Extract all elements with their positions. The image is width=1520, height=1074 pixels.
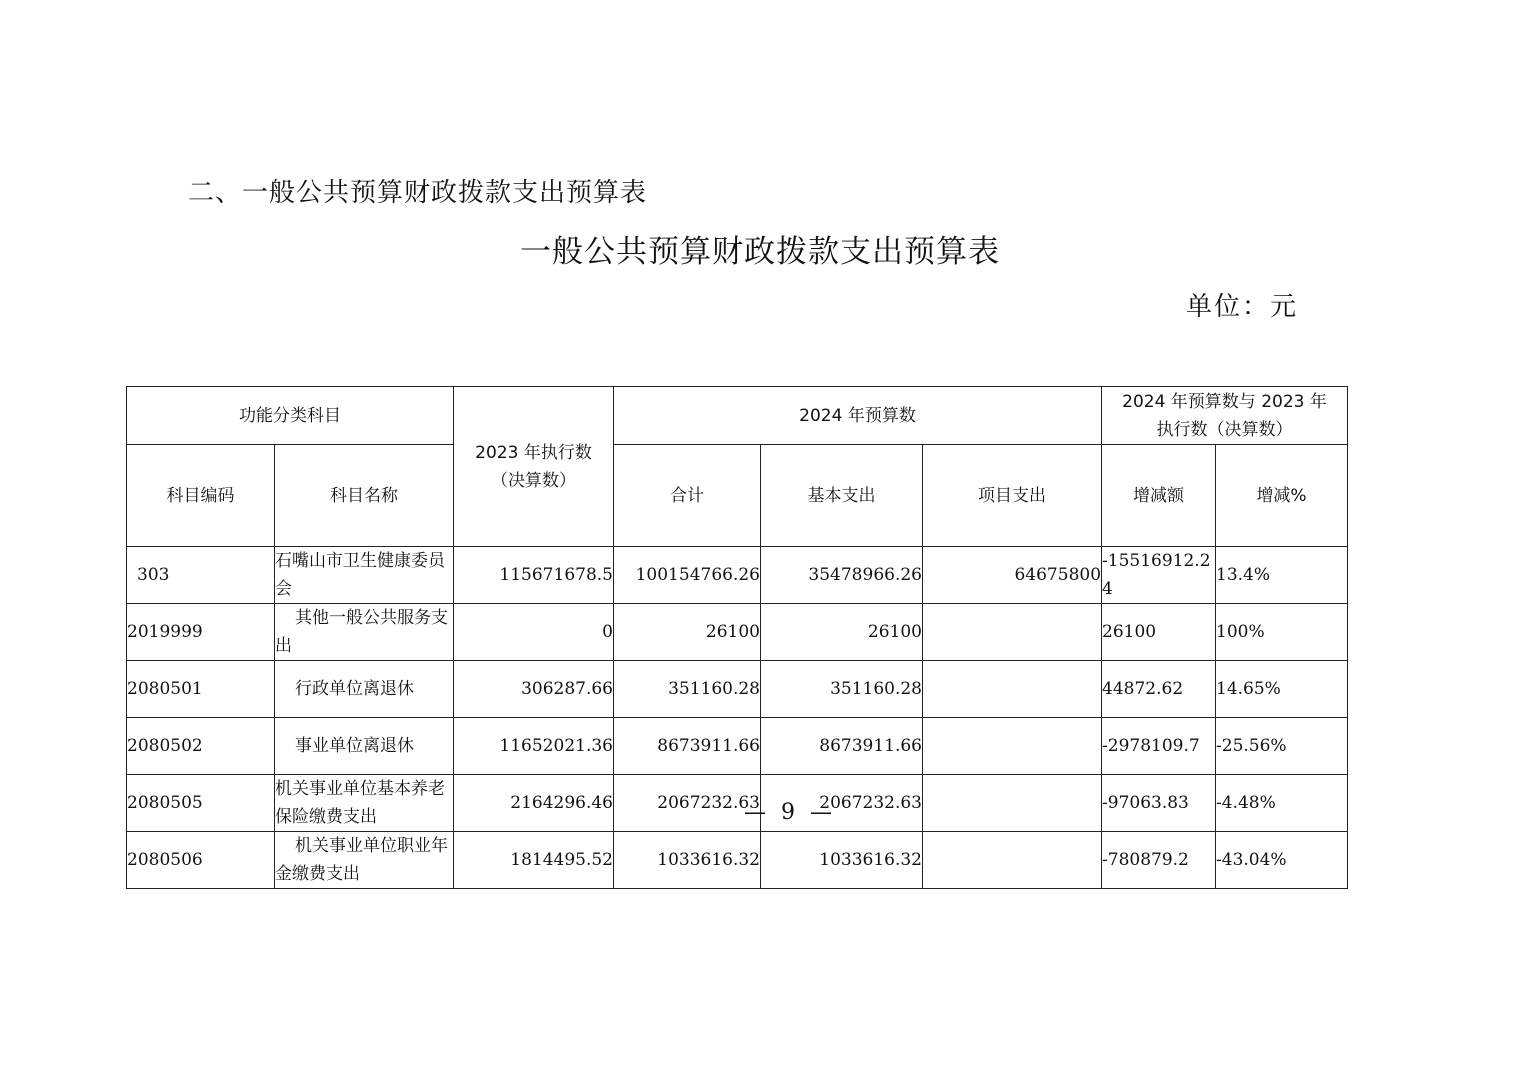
cell-basic: 35478966.26: [761, 547, 923, 604]
cell-change-pct: -43.04%: [1216, 832, 1348, 889]
cell-code: 303: [127, 547, 275, 604]
header-exec-2023-line1: 2023 年执行数: [475, 442, 592, 463]
table-row: [127, 661, 1348, 718]
cell-total: 1033616.32: [614, 832, 761, 889]
budget-table: [126, 386, 1348, 889]
section-heading: 二、一般公共预算财政拨款支出预算表: [188, 178, 648, 208]
cell-name-text: 机关事业单位职业年金缴费支出: [275, 836, 448, 884]
cell-code: 2080505: [127, 775, 275, 832]
header-exec-2023-line2: （决算数）: [491, 470, 576, 491]
cell-basic: 1033616.32: [761, 832, 923, 889]
cell-change-pct: -4.48%: [1216, 775, 1348, 832]
cell-basic: 8673911.66: [761, 718, 923, 775]
cell-name: 石嘴山市卫生健康委员会: [275, 547, 454, 604]
cell-project: [923, 718, 1102, 775]
header-compare-line1: 2024 年预算数与 2023 年: [1122, 391, 1327, 412]
table-row: [127, 718, 1348, 775]
cell-change-pct: -25.56%: [1216, 718, 1348, 775]
header-row-2: [127, 445, 1348, 547]
page-number: — 9 —: [744, 800, 836, 825]
cell-change-amount: -15516912.24: [1102, 547, 1216, 604]
cell-change-amount: -97063.83: [1102, 775, 1216, 832]
cell-name: 机关事业单位基本养老保险缴费支出: [275, 775, 454, 832]
cell-change-amount: 44872.62: [1102, 661, 1216, 718]
cell-project: [923, 604, 1102, 661]
cell-code: 2080501: [127, 661, 275, 718]
cell-change-pct: 100%: [1216, 604, 1348, 661]
header-change-amount: 增减额: [1102, 445, 1216, 547]
table-row: [127, 604, 1348, 661]
header-name: 科目名称: [275, 445, 454, 547]
cell-project: [923, 775, 1102, 832]
cell-basic: 2067232.63: [761, 775, 923, 832]
table-title: 一般公共预算财政拨款支出预算表: [520, 234, 1000, 270]
cell-total: 351160.28: [614, 661, 761, 718]
header-budget-2024: 2024 年预算数: [614, 387, 1102, 445]
table-row: [127, 547, 1348, 604]
header-compare: [1102, 387, 1348, 445]
header-row-1: [127, 387, 1348, 445]
cell-name: [275, 604, 454, 661]
unit-label: 单位：元: [1186, 292, 1299, 322]
cell-exec-2023: 0: [454, 604, 614, 661]
cell-change-amount: -2978109.7: [1102, 718, 1216, 775]
cell-total: 100154766.26: [614, 547, 761, 604]
cell-exec-2023: 11652021.36: [454, 718, 614, 775]
cell-total: 2067232.63: [614, 775, 761, 832]
cell-change-pct: 13.4%: [1216, 547, 1348, 604]
header-code: 科目编码: [127, 445, 275, 547]
cell-total: 26100: [614, 604, 761, 661]
cell-code: 2080502: [127, 718, 275, 775]
cell-exec-2023: 1814495.52: [454, 832, 614, 889]
header-change-pct: 增减%: [1216, 445, 1348, 547]
cell-name-text: 其他一般公共服务支出: [275, 608, 448, 656]
cell-change-pct: 14.65%: [1216, 661, 1348, 718]
cell-change-amount: -780879.2: [1102, 832, 1216, 889]
header-project: 项目支出: [923, 445, 1102, 547]
cell-total: 8673911.66: [614, 718, 761, 775]
cell-name: [275, 718, 454, 775]
cell-project: [923, 661, 1102, 718]
header-exec-2023: [454, 387, 614, 547]
table-row: [127, 775, 1348, 832]
table-row: [127, 832, 1348, 889]
header-functional-category: 功能分类科目: [127, 387, 454, 445]
cell-project: [923, 832, 1102, 889]
cell-code: 2080506: [127, 832, 275, 889]
cell-exec-2023: 2164296.46: [454, 775, 614, 832]
cell-name: [275, 661, 454, 718]
header-total: 合计: [614, 445, 761, 547]
cell-project: 64675800: [923, 547, 1102, 604]
cell-name-text: 行政单位离退休: [295, 679, 414, 699]
cell-code: 2019999: [127, 604, 275, 661]
cell-basic: 26100: [761, 604, 923, 661]
header-basic: 基本支出: [761, 445, 923, 547]
cell-basic: 351160.28: [761, 661, 923, 718]
cell-name-text: 事业单位离退休: [295, 736, 414, 756]
cell-exec-2023: 115671678.5: [454, 547, 614, 604]
cell-name: [275, 832, 454, 889]
cell-exec-2023: 306287.66: [454, 661, 614, 718]
cell-change-amount: 26100: [1102, 604, 1216, 661]
header-compare-line2: 执行数（决算数）: [1156, 419, 1293, 440]
